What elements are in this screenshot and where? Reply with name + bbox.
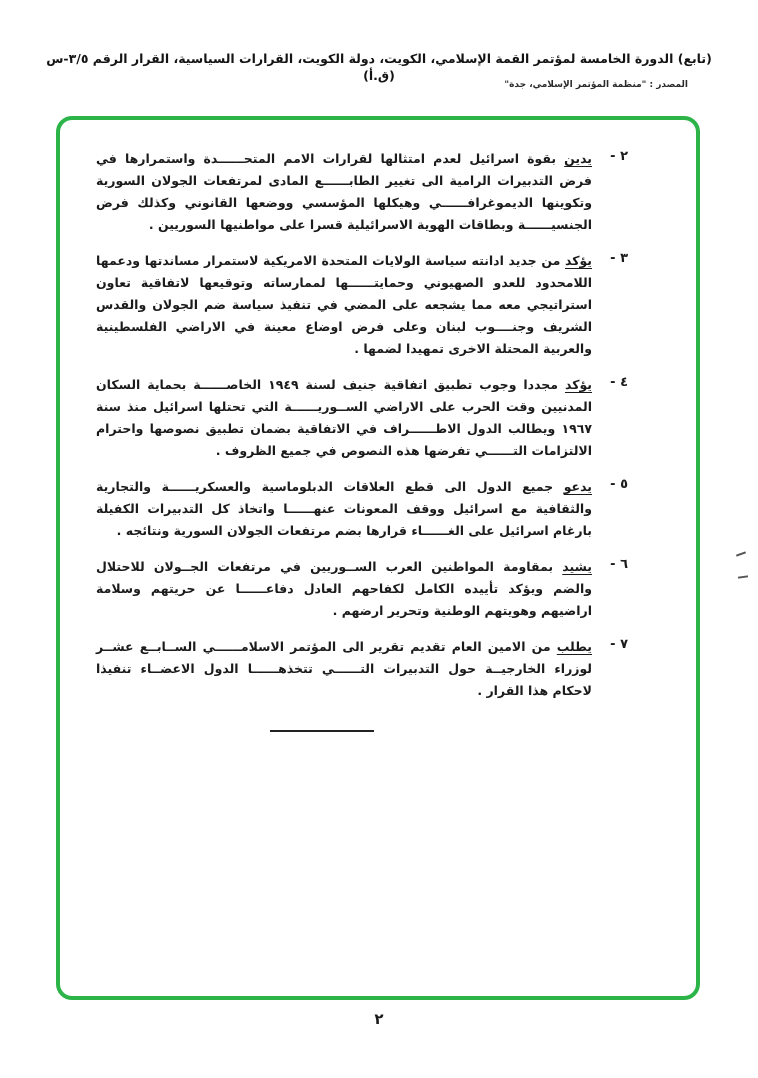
item-body-text: بمقاومة المواطنين العرب الســوريين في مرتفعات الجــولان للاحتلال والضم ويؤكد تأييده الكامل لكفاحهم العادل دفاعــــــا عن حريتهم وسلامة اراضيهم وهويتهم الوطنية وتحرير ارضهم . <box>96 559 592 618</box>
end-divider <box>270 730 374 732</box>
item-lead-word: يطلب <box>556 639 592 654</box>
resolution-item <box>96 148 628 236</box>
item-body-text: جميع الدول الى قطع العلاقات الدبلوماسية والعسكريــــــة والتجارية والثقافية مع اسرائيل ووقف المعونات عنهــــــا واتخاذ كل التدبيرات الكفيلة بارغام اسرائيل على الغــــــاء قرارها بضم مرتفعات الجولان السورية ونتائجه . <box>96 479 592 538</box>
resolution-item <box>96 636 628 702</box>
document-header-title: (تابع) الدورة الخامسة لمؤتمر القمة الإسلامي، الكويت، دولة الكويت، القرارات السياسية، القرار الرقم ٣/٥-س (ق.أ) <box>46 51 712 83</box>
item-text <box>96 556 592 622</box>
highlight-frame <box>56 116 700 1000</box>
item-number: ٢ - <box>610 149 628 164</box>
resolution-item <box>96 476 628 542</box>
item-number: ٣ - <box>610 251 628 266</box>
item-lead-word: يدين <box>564 151 592 166</box>
document-source-line: المصدر : "منظمة المؤتمر الإسلامي، جدة" <box>504 80 688 90</box>
resolution-item <box>96 374 628 462</box>
resolution-item <box>96 250 628 360</box>
margin-mark-icon <box>736 551 746 556</box>
item-text <box>96 148 592 236</box>
item-number: ٥ - <box>610 477 628 492</box>
item-number: ٤ - <box>610 375 628 390</box>
item-body-text: من جديد ادانته سياسة الولايات المتحدة الامريكية لاستمرار مساندتها ودعمها اللامحدود للعدو الصهيوني وحمايتــــــها لممارساته وتوقيعها لاتفاقية تعاون استراتيجي معه مما يشجعه على المضي في تنفيذ سياسة ضم الجولان والقدس الشريف وجنــــوب لبنان وعلى فرض اوضاع معينة في الاراضي الفلسطينية والعربية المحتلة الاخرى تمهيدا لضمها . <box>96 253 592 356</box>
item-text <box>96 250 592 360</box>
item-body-text: مجددا وجوب تطبيق اتفاقية جنيف لسنة ١٩٤٩ الخاصــــــة بحماية السكان المدنيين وقت الحرب على الاراضي الســوريــــــة التي تحتلها اسرائيل منذ سنة ١٩٦٧ ويطالب الدول الاطــــــراف في الاتفاقية بضمان تطبيق نصوصها واحترام الالتزامات التــــــي تفرضها هذه النصوص في جميع الظروف . <box>96 377 592 458</box>
resolution-item <box>96 556 628 622</box>
item-body-text: بقوة اسرائيل لعدم امتثالها لقرارات الامم المتحــــــدة واستمرارها في فرض التدبيرات الرامية الى تغيير الطابــــــع المادى لمرتفعات الجولان السورية وتكوينها الديموغرافــــــي وهيكلها المؤسسي ووضعها القانوني وكذلك فرض الجنسيــــــة وبطاقات الهوية الاسرائيلية قسرا على مواطنيها السوريين . <box>96 151 592 232</box>
item-lead-word: يؤكد <box>564 253 592 268</box>
item-number: ٦ - <box>610 557 628 572</box>
item-text <box>96 374 592 462</box>
resolution-list <box>96 148 628 732</box>
item-body-text: من الامين العام تقديم تقرير الى المؤتمر الاسلامــــــي الســابــع عشــر لوزراء الخارجيــة حول التدبيرات التــــــي تتخذهــــــا الدول الاعضــاء تنفيذا لاحكام هذا القرار . <box>96 639 592 698</box>
item-text <box>96 476 592 542</box>
item-lead-word: يدعو <box>563 479 592 494</box>
item-lead-word: يشيد <box>562 559 592 574</box>
margin-mark-icon <box>738 575 748 578</box>
item-number: ٧ - <box>610 637 628 652</box>
item-lead-word: يؤكد <box>564 377 592 392</box>
item-text <box>96 636 592 702</box>
page-number: ٢ <box>374 1010 384 1028</box>
